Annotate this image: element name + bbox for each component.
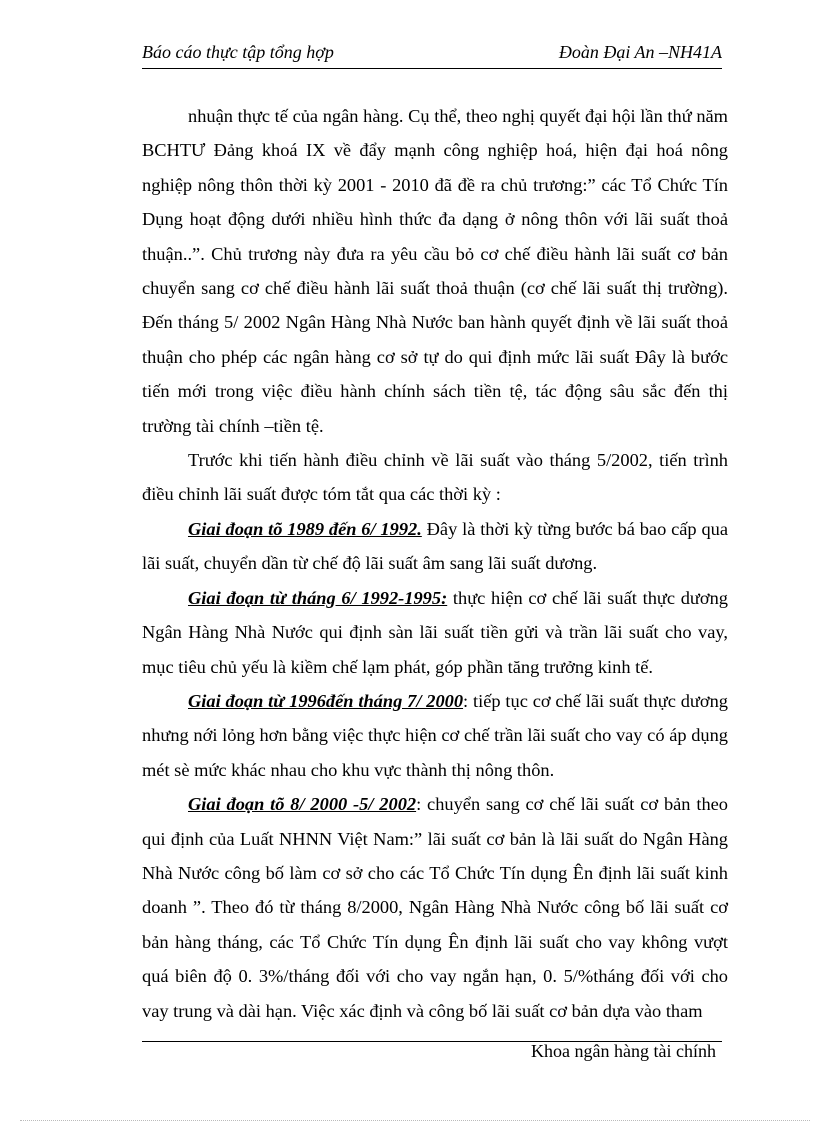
body-text xyxy=(142,99,728,1028)
page-header xyxy=(142,38,722,69)
header-author: Đoàn Đại An –NH41A xyxy=(558,42,722,62)
page-bottom-edge xyxy=(20,1120,810,1121)
header-report-title: Báo cáo thực tập tổng hợp xyxy=(142,42,334,62)
paragraph-text: thực hiện cơ chế lãi suất thực dương Ngân Hàng Nhà Nước qui định sàn lãi suất tiền gửi và trần lãi suất cho vay, mục tiêu chủ yếu là kiềm chế lạm phát, góp phần tăng trưởng kinh tế. xyxy=(142,587,728,677)
paragraph-text: Trước khi tiến hành điều chỉnh về lãi suất vào tháng 5/2002, tiến trình điều chỉnh lãi suất được tóm tắt qua các thời kỳ : xyxy=(142,450,728,505)
paragraph-text: : tiếp tục cơ chế lãi suất thực dương nhưng nới lỏng hơn bằng việc thực hiện cơ chế trần lãi suất cho vay có áp dụng mét sè mức khác nhau cho khu vực thành thị nông thôn. xyxy=(142,690,728,780)
paragraph-period-1996 xyxy=(142,684,728,787)
paragraph-text: Đây là thời kỳ từng bước bá bao cấp qua lãi suất, chuyển dần từ chế độ lãi suất âm sang lãi suất dương. xyxy=(142,518,728,574)
paragraph-intro xyxy=(142,99,728,443)
paragraph-period-1992 xyxy=(142,581,728,684)
period-heading: Giai đoạn từ tháng 6/ 1992-1995: xyxy=(188,587,448,608)
paragraph-text: : chuyển sang cơ chế lãi suất cơ bản theo qui định của Luất NHNN Việt Nam:” lãi suất cơ bản là lãi suất do Ngân Hàng Nhà Nước công bố làm cơ sở cho các Tổ Chức Tín dụng Ên định lãi suất kinh doanh ”. Theo đó từ tháng 8/2000, Ngân Hàng Nhà Nước công bố lãi suất cơ bản hàng tháng, các Tổ Chức Tín dụng Ên định lãi suất cho vay không vượt quá biên độ 0. 3%/tháng đối với cho vay ngắn hạn, 0. 5/%tháng đối với cho vay trung và dài hạn. Việc xác định và công bố lãi suất cơ bản dựa vào tham xyxy=(142,794,728,1021)
page-footer: Khoa ngân hàng tài chính xyxy=(531,1041,716,1061)
period-heading: Giai đoạn tõ 1989 đến 6/ 1992. xyxy=(188,518,422,539)
paragraph-text: nhuận thực tế của ngân hàng. Cụ thể, theo nghị quyết đại hội lần thứ năm BCHTƯ Đảng khoá IX về đẩy mạnh công nghiệp hoá, hiện đại hoá nông nghiệp nông thôn thời kỳ 2001 - 2010 đã đề ra chủ trương:” các Tổ Chức Tín Dụng hoạt động dưới nhiều hình thức đa dạng ở nông thôn với lãi suất thoả thuận..”. Chủ trương này đưa ra yêu cầu bỏ cơ chế điều hành lãi suất cơ bản chuyển sang cơ chế điều hành lãi suất thoả thuận (cơ chế lãi suất thị trường). Đến tháng 5/ 2002 Ngân Hàng Nhà Nước ban hành quyết định về lãi suất thoả thuận cho phép các ngân hàng cơ sở tự do qui định mức lãi suất Đây là bước tiến mới trong việc điều hành chính sách tiền tệ, tác động sâu sắc đến thị trường tài chính –tiền tệ. xyxy=(142,106,728,436)
period-heading: Giai đoạn từ 1996đến tháng 7/ 2000 xyxy=(188,690,464,711)
paragraph-summary xyxy=(142,443,728,512)
period-heading: Giai đoạn tõ 8/ 2000 -5/ 2002 xyxy=(188,794,417,815)
paragraph-period-1989 xyxy=(142,512,728,581)
paragraph-period-2000 xyxy=(142,787,728,1028)
